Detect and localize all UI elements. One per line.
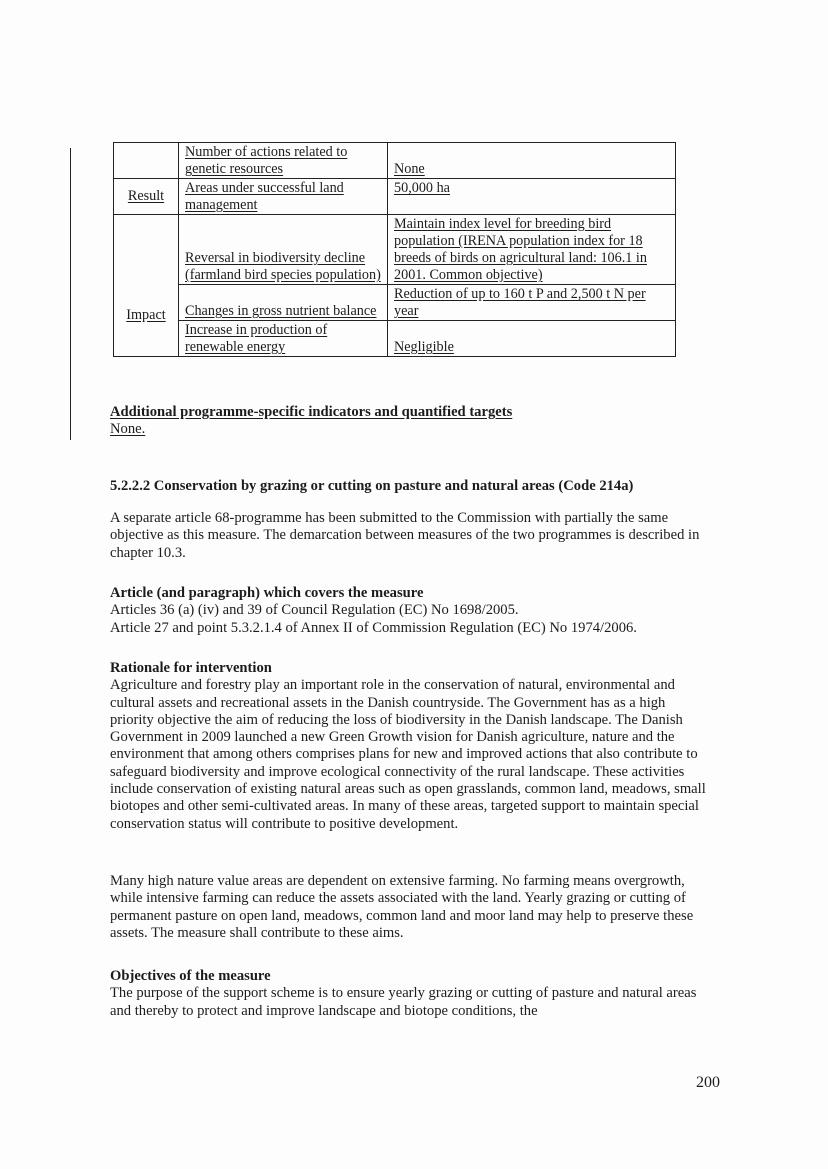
section-5-2-2-2 bbox=[110, 478, 710, 495]
indicator-cell: Number of actions related to genetic resources bbox=[179, 143, 388, 179]
table-row bbox=[114, 215, 676, 285]
category-cell: Impact bbox=[114, 215, 179, 357]
category-cell bbox=[114, 143, 179, 179]
objectives-block bbox=[110, 968, 710, 1020]
additional-text: None. bbox=[110, 421, 146, 438]
target-cell: 50,000 ha bbox=[388, 179, 676, 215]
indicator-cell: Areas under successful land management bbox=[179, 179, 388, 215]
table-row bbox=[114, 321, 676, 357]
revision-margin-bar bbox=[70, 148, 71, 440]
indicator-table bbox=[113, 142, 676, 357]
article-block bbox=[110, 585, 710, 637]
target-cell: Negligible bbox=[388, 321, 676, 357]
section-intro bbox=[110, 510, 710, 562]
rationale-heading: Rationale for intervention bbox=[110, 660, 272, 676]
article-heading: Article (and paragraph) which covers the measure bbox=[110, 585, 424, 601]
objectives-heading: Objectives of the measure bbox=[110, 968, 271, 984]
intro-paragraph: A separate article 68-programme has been submitted to the Commission with partially the same objective as this measure. The demarcation between measures of the two programmes is described in chapter 10.3. bbox=[110, 510, 700, 561]
page-number: 200 bbox=[696, 1074, 720, 1091]
category-cell: Result bbox=[114, 179, 179, 215]
indicator-cell: Changes in gross nutrient balance bbox=[179, 285, 388, 321]
rationale-paragraph-2: Many high nature value areas are dependent on extensive farming. No farming means overgrowth, while intensive farming can reduce the assets associated with the land. Yearly grazing or cutting of permanent pasture on open land, meadows, common land and moor land may help to preserve these assets. The measure shall contribute to these aims. bbox=[110, 873, 694, 941]
rationale-block-2 bbox=[110, 873, 710, 942]
additional-heading: Additional programme-specific indicators and quantified targets bbox=[110, 404, 513, 420]
target-cell: None bbox=[388, 143, 676, 179]
objectives-paragraph: The purpose of the support scheme is to ensure yearly grazing or cutting of pasture and natural areas and thereby to protect and improve landscape and biotope conditions, the bbox=[110, 985, 697, 1019]
additional-indicators bbox=[110, 404, 710, 439]
indicator-cell: Increase in production of renewable energy bbox=[179, 321, 388, 357]
article-line-2: Article 27 and point 5.3.2.1.4 of Annex II of Commission Regulation (EC) No 1974/2006. bbox=[110, 619, 637, 636]
target-cell: Reduction of up to 160 t P and 2,500 t N per year bbox=[388, 285, 676, 321]
section-heading: 5.2.2.2 Conservation by grazing or cutting on pasture and natural areas (Code 214a) bbox=[110, 478, 634, 494]
table-row bbox=[114, 143, 676, 179]
rationale-paragraph-1: Agriculture and forestry play an important role in the conservation of natural, environmental and cultural assets and recreational assets in the Danish countryside. The Government has as a high priority objective the aim of reducing the loss of biodiversity in the Danish landscape. The Danish Government in 2009 launched a new Green Growth vision for Danish agriculture, nature and the environment that among others comprises plans for new and improved actions that also contribute to safeguard biodiversity and improve ecological connectivity of the rural landscape. These activities include conservation of existing natural areas such as open grasslands, common land, meadows, small biotopes and other semi-cultivated areas. In many of these areas, targeted support to maintain special conservation status will contribute to positive development. bbox=[110, 677, 706, 832]
table-row bbox=[114, 179, 676, 215]
indicator-cell: Reversal in biodiversity decline (farmland bird species population) bbox=[179, 215, 388, 285]
table-row bbox=[114, 285, 676, 321]
article-line-1: Articles 36 (a) (iv) and 39 of Council Regulation (EC) No 1698/2005. bbox=[110, 602, 519, 619]
target-cell: Maintain index level for breeding bird population (IRENA population index for 18 breeds of birds on agricultural land: 106.1 in 2001. Common objective) bbox=[388, 215, 676, 285]
rationale-block bbox=[110, 660, 710, 833]
